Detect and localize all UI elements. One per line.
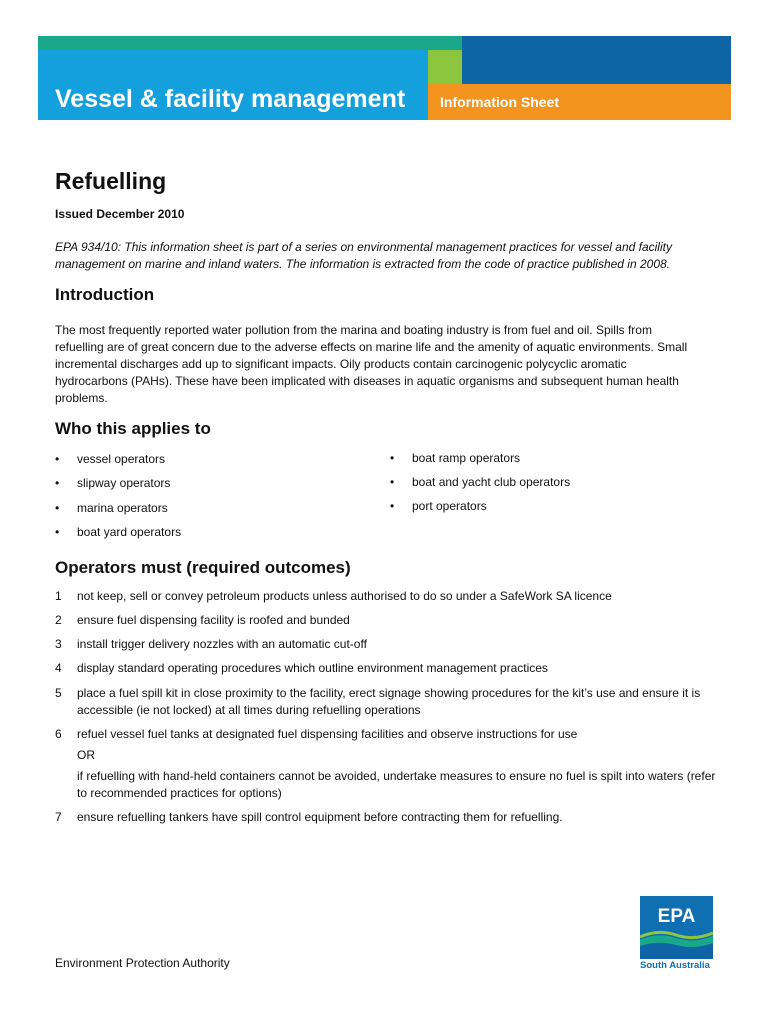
list-item-label: port operators <box>412 499 487 513</box>
applies-heading: Who this applies to <box>55 419 211 438</box>
bullet: • <box>55 476 60 490</box>
epa-logo <box>640 896 713 972</box>
paragraph-line: incremental discharges add up to significant impacts. Oily products contain carcinogenic polycyclic aromatic <box>55 357 627 371</box>
series-note-line: EPA 934/10: This information sheet is part of a series on environmental management practices for vessel and facility <box>55 240 672 254</box>
bullet: • <box>390 451 395 465</box>
list-item-label: vessel operators <box>77 452 166 466</box>
paragraph-line: problems. <box>55 391 108 405</box>
series-note-line: management on marine and inland waters. The information is extracted from the code of practice published in 2008. <box>55 257 671 271</box>
paragraph-line: The most frequently reported water pollution from the marina and boating industry is from fuel and oil. Spills from <box>55 323 652 337</box>
bullet: • <box>390 475 395 489</box>
introduction-paragraph <box>55 322 715 407</box>
item-number: 4 <box>55 661 62 675</box>
item-text: install trigger delivery nozzles with an automatic cut-off <box>77 637 367 651</box>
item-number: 5 <box>55 686 62 700</box>
epa-logo-region: South Australia <box>640 960 710 971</box>
list-item-label: boat and yacht club operators <box>412 475 571 489</box>
item-text: ensure refuelling tankers have spill control equipment before contracting them for refuelling. <box>77 810 563 824</box>
series-note <box>55 239 715 273</box>
epa-logo-box <box>640 896 713 959</box>
item-text: ensure fuel dispensing facility is roofed and bunded <box>77 613 350 627</box>
list-item-label: slipway operators <box>77 476 171 490</box>
header-banner <box>38 36 731 120</box>
item-text: refuel vessel fuel tanks at designated fuel dispensing facilities and observe instructions for use <box>77 727 578 741</box>
bullet: • <box>55 525 60 539</box>
item-number: 3 <box>55 637 62 651</box>
issued-date: Issued December 2010 <box>55 207 185 221</box>
footer-org: Environment Protection Authority <box>55 956 230 970</box>
paragraph-line: refuelling are of great concern due to the adverse effects on marine life and the amenity of aquatic environments. Small <box>55 340 688 354</box>
header-lime-block <box>428 50 462 84</box>
introduction-heading: Introduction <box>55 285 155 304</box>
list-item-label: boat ramp operators <box>412 451 521 465</box>
item-alt-text: if refuelling with hand-held containers cannot be avoided, undertake measures to ensure no fuel is spilt into waters (refer to recommended practices for options) <box>77 769 716 800</box>
header-title: Vessel & facility management <box>55 85 406 113</box>
bullet: • <box>390 499 395 513</box>
epa-logo-text: EPA <box>657 906 696 927</box>
header-green-bar <box>38 36 462 50</box>
item-number: 1 <box>55 589 62 603</box>
list-item-label: marina operators <box>77 501 168 515</box>
item-text: place a fuel spill kit in close proximity to the facility, erect signage showing procedures for the kit’s use and ensure it is accessible (ie not locked) at all times during refuelling operations <box>77 686 701 717</box>
list-item-label: boat yard operators <box>77 525 182 539</box>
header-dark-blue-block <box>462 36 731 84</box>
item-number: 6 <box>55 727 62 741</box>
page-title: Refuelling <box>55 168 167 194</box>
bullet: • <box>55 501 60 515</box>
item-number: 2 <box>55 613 62 627</box>
item-text: display standard operating procedures which outline environment management practices <box>77 661 548 675</box>
bullet: • <box>55 452 60 466</box>
item-or: OR <box>77 748 95 762</box>
item-text: not keep, sell or convey petroleum products unless authorised to do so under a SafeWork SA licence <box>77 589 612 603</box>
operators-heading: Operators must (required outcomes) <box>55 558 351 577</box>
paragraph-line: hydrocarbons (PAHs). These have been implicated with diseases in aquatic organisms and subsequent human health <box>55 374 679 388</box>
item-number: 7 <box>55 810 62 824</box>
header-subtitle: Information Sheet <box>440 94 560 110</box>
wave-icon <box>640 896 713 959</box>
